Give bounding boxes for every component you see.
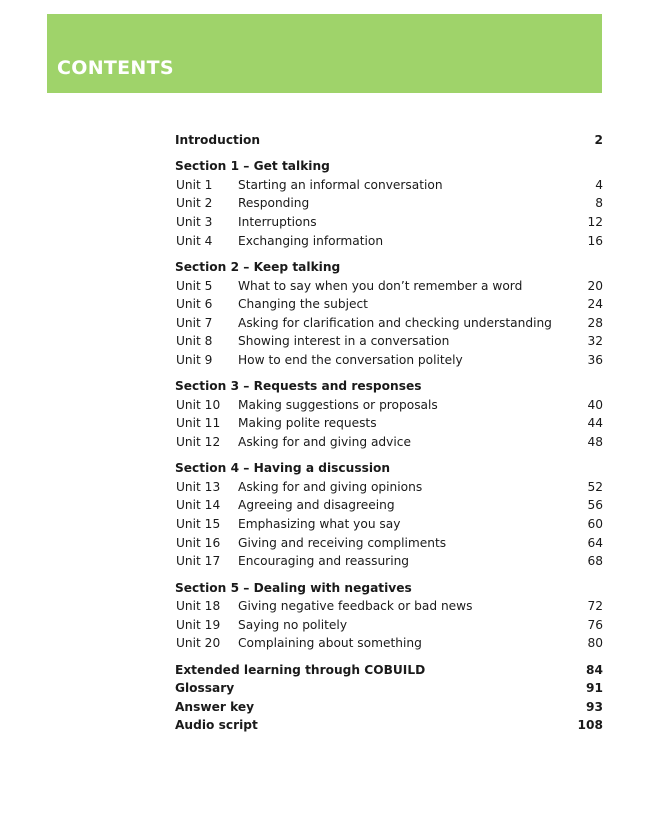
unit-title: Starting an informal conversation xyxy=(238,177,443,192)
toc-page-number: 20 xyxy=(587,278,603,293)
unit-title: Interruptions xyxy=(238,215,317,230)
unit-title: Encouraging and reassuring xyxy=(238,554,410,569)
toc-entry-extended-learning[interactable] xyxy=(175,661,605,680)
spacer xyxy=(175,653,605,661)
unit-number: Unit 20 xyxy=(176,636,221,651)
toc-entry[interactable] xyxy=(175,616,605,635)
toc-entry-glossary[interactable] xyxy=(175,679,605,698)
unit-number: Unit 7 xyxy=(176,315,213,330)
table-of-contents xyxy=(175,131,605,735)
toc-entry-audio-script[interactable] xyxy=(175,716,605,735)
unit-title: Complaining about something xyxy=(238,636,422,651)
toc-entry-label: Audio script xyxy=(175,718,258,733)
unit-title: Giving negative feedback or bad news xyxy=(238,599,473,614)
toc-page-number: 64 xyxy=(587,535,603,550)
unit-number: Unit 6 xyxy=(176,297,213,312)
toc-entry[interactable] xyxy=(175,552,605,571)
toc-entry[interactable] xyxy=(175,314,605,333)
unit-title: Changing the subject xyxy=(238,297,368,312)
toc-entry[interactable] xyxy=(175,194,605,213)
toc-entry-introduction[interactable] xyxy=(175,131,605,150)
unit-number: Unit 8 xyxy=(176,334,213,349)
section-heading: Section 1 – Get talking xyxy=(175,159,330,174)
toc-entry[interactable] xyxy=(175,277,605,296)
unit-title: Asking for clarification and checking understanding xyxy=(238,315,552,330)
unit-title: Asking for and giving advice xyxy=(238,434,411,449)
unit-title: Saying no politely xyxy=(238,617,348,632)
toc-page-number: 2 xyxy=(594,133,603,147)
toc-page-number: 93 xyxy=(586,699,603,714)
toc-page-number: 16 xyxy=(587,233,603,248)
unit-number: Unit 3 xyxy=(176,215,213,230)
section-heading: Section 5 – Dealing with negatives xyxy=(175,580,412,595)
toc-page-number: 52 xyxy=(587,479,603,494)
toc-entry[interactable] xyxy=(175,496,605,515)
toc-entry[interactable] xyxy=(175,634,605,653)
toc-entry-label: Extended learning through COBUILD xyxy=(175,662,426,677)
toc-page-number: 84 xyxy=(586,662,603,677)
toc-entry[interactable] xyxy=(175,176,605,195)
unit-number: Unit 2 xyxy=(176,196,213,211)
toc-entry-label: Introduction xyxy=(175,133,261,147)
toc-page-number: 44 xyxy=(587,416,603,431)
unit-number: Unit 10 xyxy=(176,397,221,412)
unit-number: Unit 4 xyxy=(176,233,213,248)
unit-number: Unit 18 xyxy=(176,599,221,614)
toc-entry-label: Answer key xyxy=(175,699,255,714)
contents-banner xyxy=(47,14,602,93)
toc-page-number: 32 xyxy=(587,334,603,349)
toc-entry[interactable] xyxy=(175,414,605,433)
toc-page-number: 80 xyxy=(587,636,603,651)
unit-number: Unit 19 xyxy=(176,617,221,632)
toc-page-number: 60 xyxy=(587,517,603,532)
toc-page-number: 91 xyxy=(586,681,603,696)
unit-title: Responding xyxy=(238,196,310,211)
unit-title: Exchanging information xyxy=(238,233,384,248)
toc-page-number: 48 xyxy=(587,434,603,449)
unit-number: Unit 11 xyxy=(176,416,221,431)
toc-page-number: 56 xyxy=(587,498,603,513)
toc-page-number: 28 xyxy=(587,315,603,330)
unit-number: Unit 13 xyxy=(176,479,221,494)
toc-page-number: 8 xyxy=(595,196,603,211)
toc-entry[interactable] xyxy=(175,597,605,616)
page-title: CONTENTS xyxy=(57,57,174,79)
section-heading: Section 4 – Having a discussion xyxy=(175,461,391,476)
unit-number: Unit 5 xyxy=(176,278,213,293)
section-heading: Section 2 – Keep talking xyxy=(175,259,341,274)
unit-title: Asking for and giving opinions xyxy=(238,479,423,494)
unit-title: Making suggestions or proposals xyxy=(238,397,438,412)
toc-page-number: 36 xyxy=(587,352,603,367)
unit-title: Making polite requests xyxy=(238,416,377,431)
toc-page-number: 4 xyxy=(595,177,603,192)
toc-entry[interactable] xyxy=(175,213,605,232)
unit-title: Agreeing and disagreeing xyxy=(238,498,395,513)
toc-entry-label: Glossary xyxy=(175,681,235,696)
unit-number: Unit 14 xyxy=(176,498,221,513)
section-heading: Section 3 – Requests and responses xyxy=(175,379,422,394)
toc-entry[interactable] xyxy=(175,295,605,314)
toc-page-number: 72 xyxy=(587,599,603,614)
toc-page-number: 108 xyxy=(577,718,603,733)
unit-title: What to say when you don’t remember a word xyxy=(238,278,523,293)
toc-entry[interactable] xyxy=(175,396,605,415)
toc-entry[interactable] xyxy=(175,332,605,351)
toc-entry[interactable] xyxy=(175,515,605,534)
toc-entry[interactable] xyxy=(175,232,605,251)
toc-page-number: 68 xyxy=(587,554,603,569)
unit-title: How to end the conversation politely xyxy=(238,352,463,367)
toc-entry[interactable] xyxy=(175,534,605,553)
toc-entry[interactable] xyxy=(175,478,605,497)
unit-number: Unit 15 xyxy=(176,517,221,532)
unit-number: Unit 12 xyxy=(176,434,221,449)
toc-page-number: 12 xyxy=(587,215,603,230)
toc-entry[interactable] xyxy=(175,433,605,452)
unit-number: Unit 1 xyxy=(176,177,213,192)
toc-page-number: 40 xyxy=(587,397,603,412)
toc-entry-answer-key[interactable] xyxy=(175,698,605,717)
unit-title: Giving and receiving compliments xyxy=(238,535,447,550)
toc-page-number: 76 xyxy=(587,617,603,632)
unit-number: Unit 17 xyxy=(176,554,221,569)
unit-title: Emphasizing what you say xyxy=(238,517,401,532)
toc-entry[interactable] xyxy=(175,351,605,370)
toc-page-number: 24 xyxy=(587,297,603,312)
unit-number: Unit 9 xyxy=(176,352,213,367)
unit-number: Unit 16 xyxy=(176,535,221,550)
unit-title: Showing interest in a conversation xyxy=(238,334,450,349)
